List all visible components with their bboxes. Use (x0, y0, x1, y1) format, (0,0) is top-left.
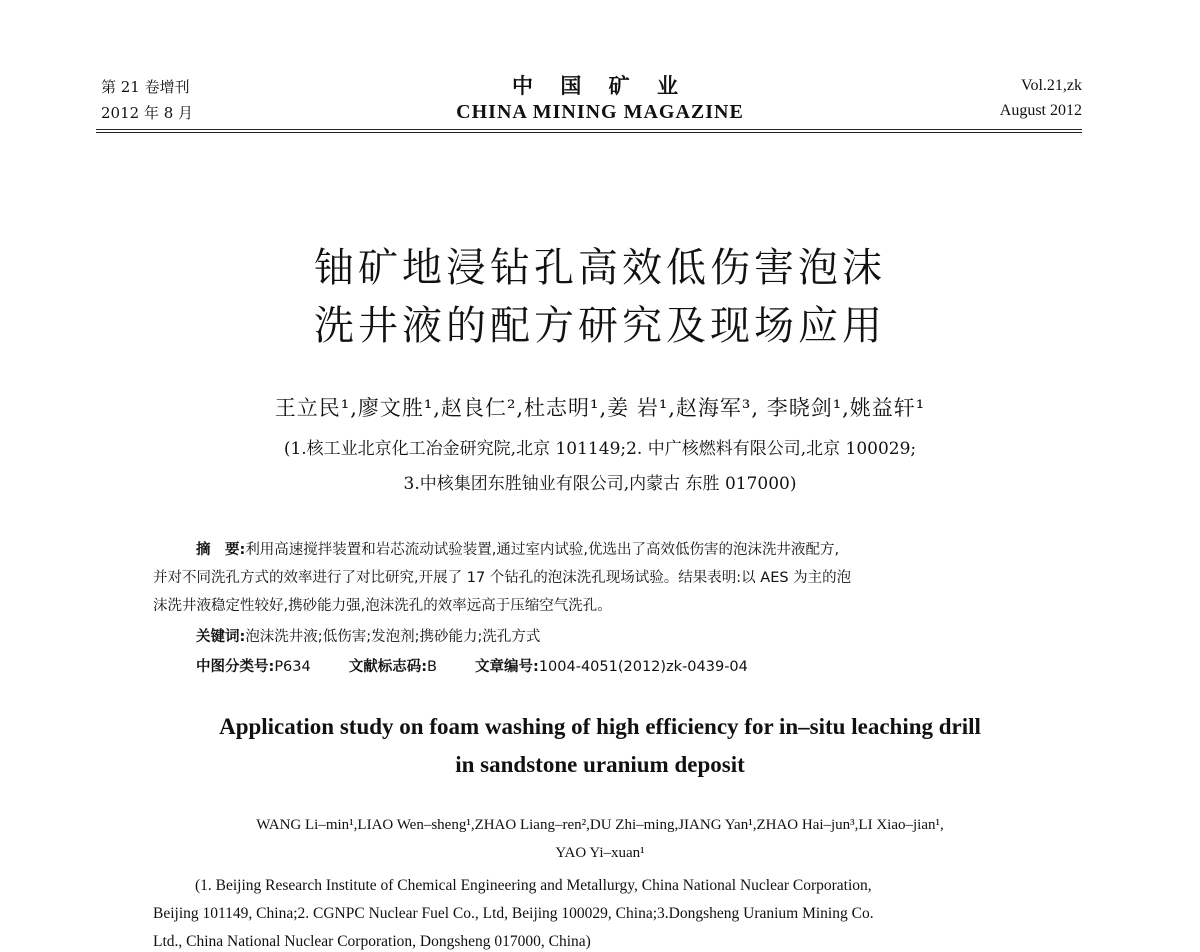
abstract-cn-text-line1: 利用高速搅拌装置和岩芯流动试验装置,通过室内试验,优选出了高效低伤害的泡沫洗井液配方, (245, 542, 840, 558)
affiliations-en-line2: Beijing 101149, China;2. CGNPC Nuclear Fuel Co., Ltd, Beijing 100029, China;3.Dongsheng Uranium Mining Co. (153, 905, 874, 922)
header-rule-secondary (96, 132, 1082, 133)
clc-value: P634 (274, 659, 311, 675)
header-date-en: August 2012 (999, 102, 1082, 119)
keywords-cn-label: 关键词: (196, 629, 246, 645)
journal-title-en: CHINA MINING MAGAZINE (456, 101, 744, 123)
affiliations-en-line1: (1. Beijing Research Institute of Chemical Engineering and Metallurgy, China National Nuclear Corporation, (195, 877, 872, 894)
abstract-cn-line2: 并对不同洗孔方式的效率进行了对比研究,开展了 17 个钻孔的泡沫洗孔现场试验。结果表明:以 AES 为主的泡 (153, 570, 852, 586)
title-cn-line2: 洗井液的配方研究及现场应用 (314, 303, 886, 349)
affiliations-en-line3: Ltd., China National Nuclear Corporation, Dongsheng 017000, China) (153, 933, 591, 950)
classification-cn (196, 655, 748, 676)
title-en-line1: Application study on foam washing of high efficiency for in–situ leaching drill (219, 714, 981, 739)
doc-code-value: B (427, 659, 437, 675)
article-number-value: 1004-4051(2012)zk-0439-04 (538, 659, 748, 675)
journal-title-cn: 中 国 矿 业 (512, 73, 688, 98)
header-volume-cn: 第 21 卷增刊 (101, 78, 190, 96)
keywords-cn (196, 625, 540, 646)
abstract-cn-line1 (196, 538, 839, 559)
doc-code-label: 文献标志码: (348, 659, 428, 675)
header-rule (96, 129, 1082, 130)
affiliations-cn-line1: (1.核工业北京化工冶金研究院,北京 101149;2. 中广核燃料有限公司,北京 100029; (283, 439, 917, 459)
authors-cn: 王立民¹,廖文胜¹,赵良仁²,杜志明¹,姜 岩¹,赵海军³, 李晓剑¹,姚益轩¹ (274, 396, 926, 420)
keywords-cn-text: 泡沫洗井液;低伤害;发泡剂;携砂能力;洗孔方式 (245, 629, 541, 645)
header-volume-en: Vol.21,zk (1020, 77, 1082, 94)
article-number-label: 文章编号: (475, 659, 539, 675)
affiliations-cn-line2: 3.中核集团东胜铀业有限公司,内蒙古 东胜 017000) (403, 474, 797, 494)
title-en-line2: in sandstone uranium deposit (455, 752, 745, 777)
authors-en-line1: WANG Li–min¹,LIAO Wen–sheng¹,ZHAO Liang–ren²,DU Zhi–ming,JIANG Yan¹,ZHAO Hai–jun³,LI Xiao–jian¹, (256, 817, 944, 833)
abstract-cn-line3: 沫洗井液稳定性较好,携砂能力强,泡沫洗孔的效率远高于压缩空气洗孔。 (153, 598, 612, 614)
title-cn-line1: 铀矿地浸钻孔高效低伤害泡沫 (314, 245, 886, 291)
clc-label: 中图分类号: (196, 659, 275, 675)
header-date-cn: 2012 年 8 月 (101, 104, 194, 122)
abstract-cn-label: 摘 要: (196, 542, 246, 558)
authors-en-line2: YAO Yi–xuan¹ (555, 845, 645, 861)
